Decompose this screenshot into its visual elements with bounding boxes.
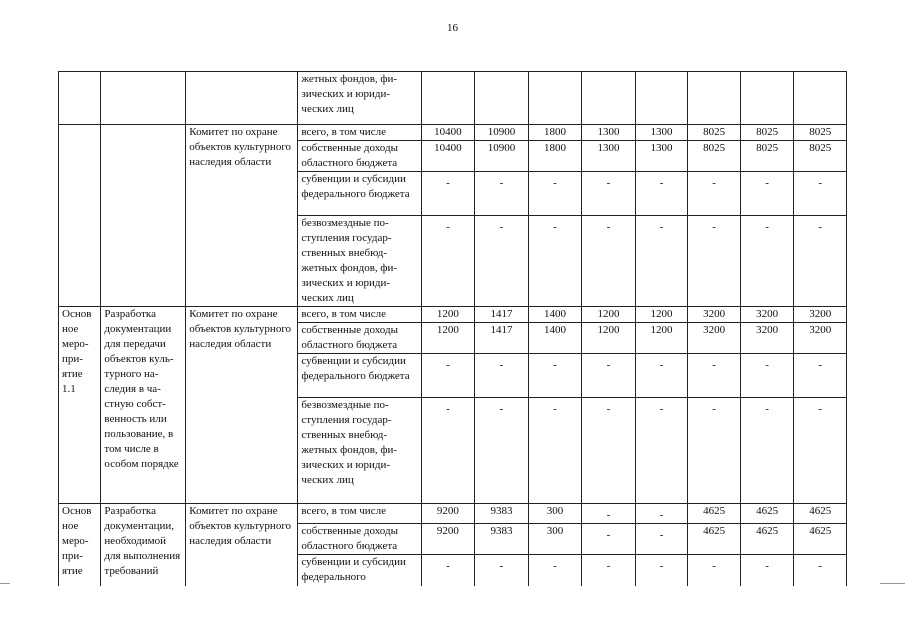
value-cell: 4625 bbox=[688, 504, 741, 524]
value-cell: - bbox=[475, 555, 529, 586]
value-cell: - bbox=[635, 398, 688, 504]
value-cell: 3200 bbox=[740, 323, 794, 354]
source-label: жетных фондов, физических и юридических лиц bbox=[298, 72, 421, 125]
table-row bbox=[59, 125, 847, 141]
value-cell: 1300 bbox=[582, 141, 636, 172]
value-cell: - bbox=[740, 216, 794, 307]
value-cell: - bbox=[475, 172, 529, 216]
source-label: безвозмездные поступления государственных внебюджетных фондов, физических и юридических лиц bbox=[298, 216, 421, 307]
budget-table bbox=[58, 71, 847, 586]
source-label: собственные доходы областного бюджета bbox=[298, 524, 421, 555]
table-row bbox=[59, 504, 847, 524]
value-cell: - bbox=[421, 398, 475, 504]
value-cell: - bbox=[528, 555, 582, 586]
value-cell: 1400 bbox=[528, 323, 582, 354]
value-cell: 9200 bbox=[421, 524, 475, 555]
value-cell: 1400 bbox=[528, 307, 582, 323]
value-cell: - bbox=[794, 216, 847, 307]
value-cell: - bbox=[688, 354, 741, 398]
value-cell: - bbox=[582, 555, 636, 586]
value-cell: 1200 bbox=[635, 307, 688, 323]
value-cell: 1200 bbox=[635, 323, 688, 354]
source-label: субвенции и субсидии федерального бюджета bbox=[298, 354, 421, 398]
value-cell: 10900 bbox=[475, 125, 529, 141]
value-cell: 8025 bbox=[794, 141, 847, 172]
value-cell: 1200 bbox=[582, 307, 636, 323]
value-cell: 10400 bbox=[421, 125, 475, 141]
value-cell: - bbox=[635, 504, 688, 524]
value-cell: - bbox=[688, 555, 741, 586]
source-label: безвозмездные поступления государственных внебюджетных фондов, физических и юридических лиц bbox=[298, 398, 421, 504]
value-cell bbox=[635, 72, 688, 125]
value-cell: - bbox=[582, 398, 636, 504]
page-number: 16 bbox=[447, 22, 458, 34]
cell-activity bbox=[59, 125, 101, 307]
value-cell: - bbox=[582, 172, 636, 216]
value-cell: - bbox=[740, 398, 794, 504]
value-cell: 300 bbox=[528, 524, 582, 555]
value-cell bbox=[421, 72, 475, 125]
value-cell: - bbox=[421, 555, 475, 586]
value-cell: 10900 bbox=[475, 141, 529, 172]
value-cell: - bbox=[528, 172, 582, 216]
value-cell: 9200 bbox=[421, 504, 475, 524]
value-cell: - bbox=[528, 216, 582, 307]
value-cell: - bbox=[688, 172, 741, 216]
cell-name bbox=[101, 72, 186, 125]
value-cell: - bbox=[635, 172, 688, 216]
cell-activity bbox=[59, 72, 101, 125]
cell-activity: Основ ное мероприятие bbox=[59, 504, 101, 586]
value-cell: 1417 bbox=[475, 323, 529, 354]
source-label: собственные доходы областного бюджета bbox=[298, 141, 421, 172]
value-cell: - bbox=[475, 398, 529, 504]
value-cell: 9383 bbox=[475, 524, 529, 555]
page-edge-mark-right bbox=[880, 583, 905, 584]
cell-executor: Комитет по охране объектов культурного наследия области bbox=[186, 125, 298, 307]
value-cell bbox=[740, 72, 794, 125]
value-cell: - bbox=[688, 216, 741, 307]
value-cell: 3200 bbox=[794, 323, 847, 354]
value-cell: 8025 bbox=[688, 141, 741, 172]
value-cell: 4625 bbox=[794, 524, 847, 555]
value-cell bbox=[475, 72, 529, 125]
source-label: субвенции и субсидии федерального bbox=[298, 555, 421, 586]
value-cell: 3200 bbox=[688, 307, 741, 323]
value-cell: 1300 bbox=[582, 125, 636, 141]
cell-executor: Комитет по охране объектов культурного наследия области bbox=[186, 504, 298, 586]
value-cell: 8025 bbox=[740, 125, 794, 141]
value-cell: - bbox=[475, 216, 529, 307]
value-cell: 1200 bbox=[582, 323, 636, 354]
value-cell: - bbox=[528, 354, 582, 398]
value-cell: 9383 bbox=[475, 504, 529, 524]
value-cell bbox=[794, 72, 847, 125]
value-cell: 10400 bbox=[421, 141, 475, 172]
source-label: всего, в том числе bbox=[298, 307, 421, 323]
value-cell: - bbox=[582, 524, 636, 555]
cell-executor: Комитет по охране объектов культурного наследия области bbox=[186, 307, 298, 504]
value-cell: 4625 bbox=[794, 504, 847, 524]
value-cell bbox=[688, 72, 741, 125]
cell-activity: Основ ное мероприятие 1.1 bbox=[59, 307, 101, 504]
source-label: собственные доходы областного бюджета bbox=[298, 323, 421, 354]
value-cell: 1800 bbox=[528, 141, 582, 172]
value-cell: - bbox=[635, 216, 688, 307]
value-cell: 8025 bbox=[688, 125, 741, 141]
value-cell: 8025 bbox=[794, 125, 847, 141]
value-cell: 1300 bbox=[635, 141, 688, 172]
value-cell: - bbox=[740, 354, 794, 398]
value-cell: - bbox=[582, 504, 636, 524]
value-cell: 4625 bbox=[688, 524, 741, 555]
table-row bbox=[59, 307, 847, 323]
value-cell bbox=[528, 72, 582, 125]
value-cell: - bbox=[475, 354, 529, 398]
value-cell: 1300 bbox=[635, 125, 688, 141]
value-cell: 1200 bbox=[421, 307, 475, 323]
value-cell: - bbox=[740, 172, 794, 216]
page-edge-mark-left bbox=[0, 583, 10, 584]
value-cell: 4625 bbox=[740, 524, 794, 555]
value-cell: - bbox=[794, 172, 847, 216]
value-cell: 8025 bbox=[740, 141, 794, 172]
value-cell: - bbox=[794, 555, 847, 586]
value-cell: - bbox=[635, 524, 688, 555]
value-cell: 300 bbox=[528, 504, 582, 524]
value-cell bbox=[582, 72, 636, 125]
value-cell: - bbox=[635, 354, 688, 398]
value-cell: - bbox=[421, 216, 475, 307]
value-cell: 3200 bbox=[740, 307, 794, 323]
value-cell: - bbox=[421, 354, 475, 398]
value-cell: - bbox=[528, 398, 582, 504]
cell-name bbox=[101, 125, 186, 307]
cell-name: Разработка документации для передачи объектов культурного наследия в частную собственность или пользование, в том числе в особом порядке bbox=[101, 307, 186, 504]
value-cell: - bbox=[794, 398, 847, 504]
value-cell: - bbox=[740, 555, 794, 586]
source-label: всего, в том числе bbox=[298, 504, 421, 524]
value-cell: - bbox=[421, 172, 475, 216]
value-cell: - bbox=[582, 354, 636, 398]
source-label: субвенции и субсидии федерального бюджета bbox=[298, 172, 421, 216]
source-label: всего, в том числе bbox=[298, 125, 421, 141]
value-cell: 1417 bbox=[475, 307, 529, 323]
value-cell: - bbox=[635, 555, 688, 586]
value-cell: 1200 bbox=[421, 323, 475, 354]
value-cell: 3200 bbox=[794, 307, 847, 323]
value-cell: 1800 bbox=[528, 125, 582, 141]
value-cell: - bbox=[688, 398, 741, 504]
cell-name: Разработка документации, необходимой для выполнения требований bbox=[101, 504, 186, 586]
value-cell: - bbox=[794, 354, 847, 398]
value-cell: 3200 bbox=[688, 323, 741, 354]
cell-executor bbox=[186, 72, 298, 125]
value-cell: - bbox=[582, 216, 636, 307]
table-row bbox=[59, 72, 847, 125]
value-cell: 4625 bbox=[740, 504, 794, 524]
